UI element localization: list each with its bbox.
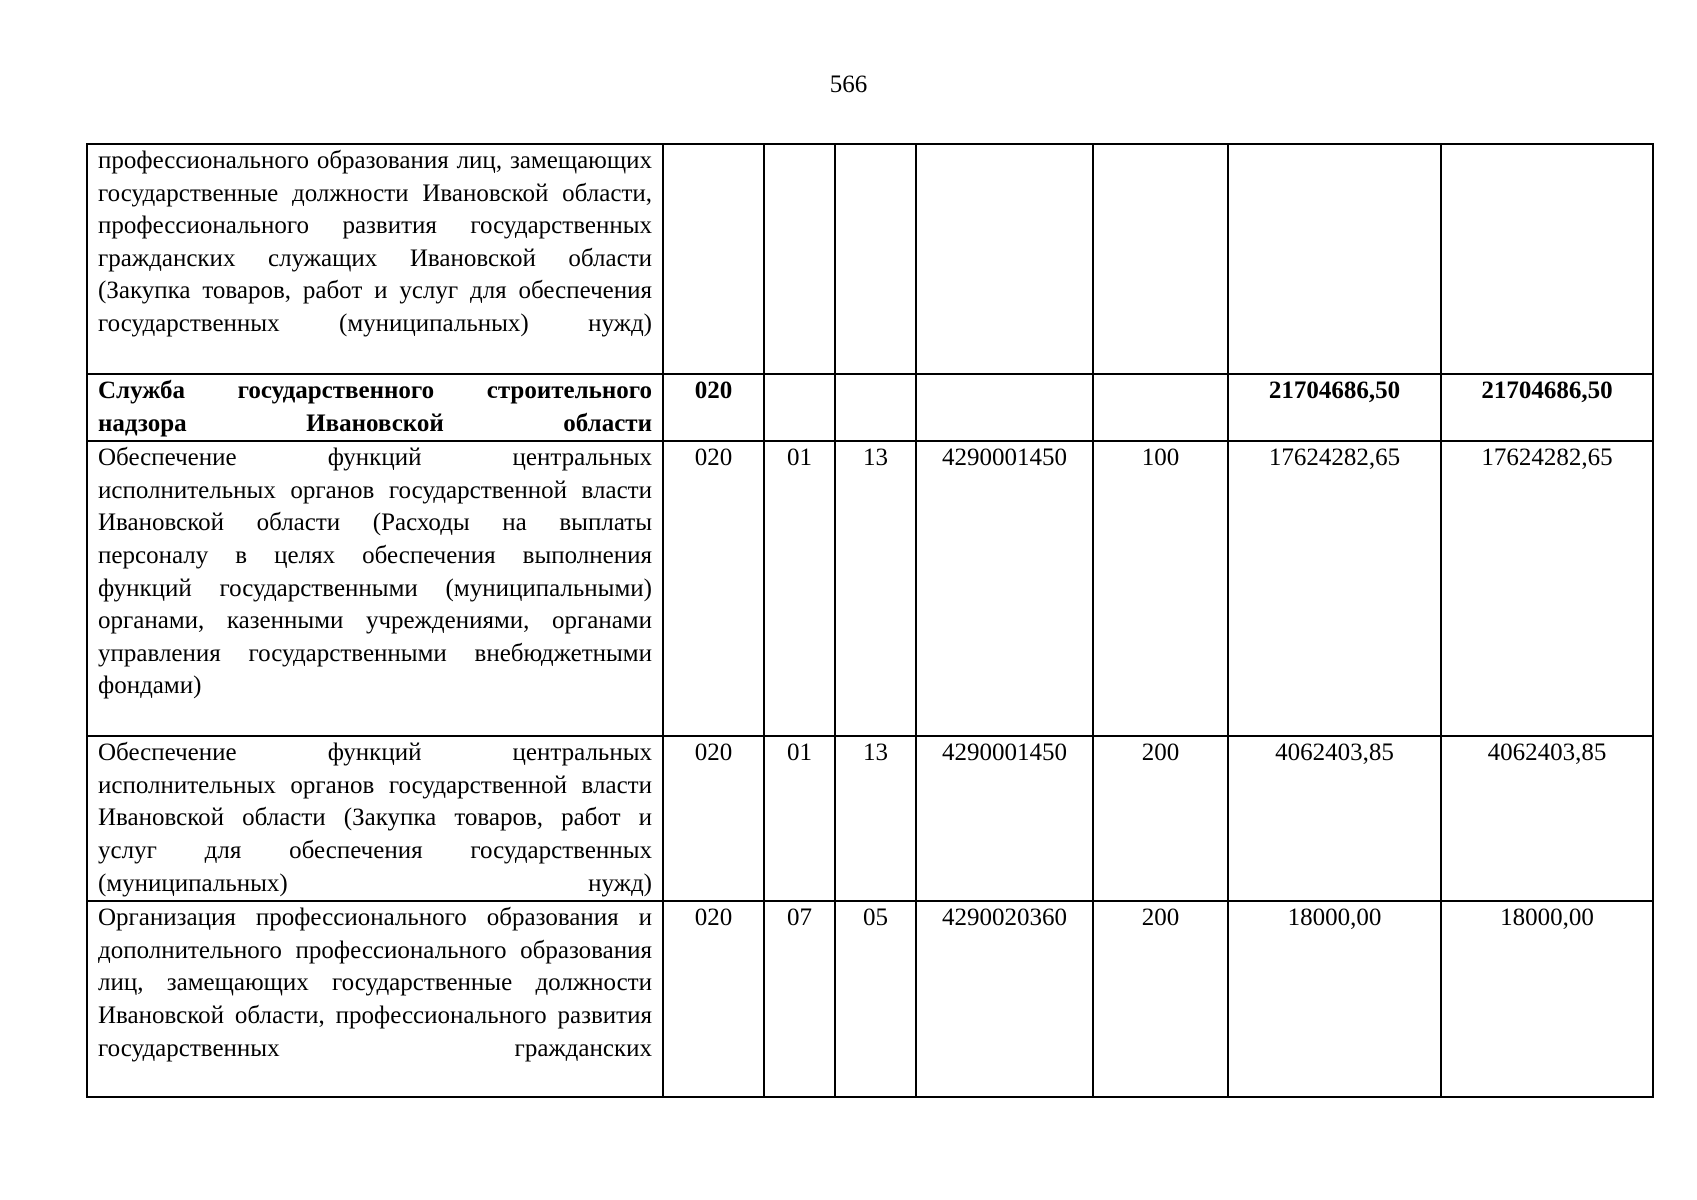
ministry-code: 020 bbox=[663, 374, 764, 441]
table-row bbox=[87, 441, 1653, 736]
table-row bbox=[87, 901, 1653, 1097]
ministry-code: 020 bbox=[663, 736, 764, 901]
table-row bbox=[87, 736, 1653, 901]
amount-year-2: 21704686,50 bbox=[1441, 374, 1653, 441]
target-article-code: 4290020360 bbox=[916, 901, 1093, 1097]
section-code bbox=[764, 374, 835, 441]
page-number: 566 bbox=[829, 71, 868, 98]
subsection-code: 05 bbox=[835, 901, 916, 1097]
row-description: Обеспечение функций центральных исполнительных органов государственной власти Ивановской области (Закупка товаров, работ и услуг для обеспечения государственных (муниципальных) нужд) bbox=[87, 736, 663, 901]
section-code: 01 bbox=[764, 441, 835, 736]
subsection-code bbox=[835, 144, 916, 374]
target-article-code bbox=[916, 374, 1093, 441]
expense-type-code bbox=[1093, 374, 1228, 441]
subsection-code: 13 bbox=[835, 441, 916, 736]
row-description: Обеспечение функций центральных исполнительных органов государственной власти Ивановской области (Расходы на выплаты персоналу в целях обеспечения выполнения функций государственными (муниципальными) органами, казенными учреждениями, органами управления государственными внебюджетными фондами) bbox=[87, 441, 663, 736]
amount-year-1: 4062403,85 bbox=[1228, 736, 1441, 901]
expense-type-code: 200 bbox=[1093, 736, 1228, 901]
amount-year-1: 21704686,50 bbox=[1228, 374, 1441, 441]
target-article-code bbox=[916, 144, 1093, 374]
amount-year-2: 4062403,85 bbox=[1441, 736, 1653, 901]
target-article-code: 4290001450 bbox=[916, 736, 1093, 901]
expense-type-code: 100 bbox=[1093, 441, 1228, 736]
section-code bbox=[764, 144, 835, 374]
amount-year-1 bbox=[1228, 144, 1441, 374]
expense-type-code: 200 bbox=[1093, 901, 1228, 1097]
target-article-code: 4290001450 bbox=[916, 441, 1093, 736]
amount-year-2: 17624282,65 bbox=[1441, 441, 1653, 736]
amount-year-1: 17624282,65 bbox=[1228, 441, 1441, 736]
row-description: Организация профессионального образования и дополнительного профессионального образования лиц, замещающих государственные должности Ивановской области, профессионального развития государственных гражданских bbox=[87, 901, 663, 1097]
amount-year-2: 18000,00 bbox=[1441, 901, 1653, 1097]
table-row bbox=[87, 144, 1653, 374]
ministry-code bbox=[663, 144, 764, 374]
subsection-code bbox=[835, 374, 916, 441]
table-row bbox=[87, 374, 1653, 441]
expense-type-code bbox=[1093, 144, 1228, 374]
section-code: 01 bbox=[764, 736, 835, 901]
ministry-code: 020 bbox=[663, 901, 764, 1097]
row-description: профессионального образования лиц, замещающих государственные должности Ивановской области, профессионального развития государственных гражданских служащих Ивановской области (Закупка товаров, работ и услуг для обеспечения государственных (муниципальных) нужд) bbox=[87, 144, 663, 374]
section-code: 07 bbox=[764, 901, 835, 1097]
row-description: Служба государственного строительного надзора Ивановской области bbox=[87, 374, 663, 441]
budget-table bbox=[86, 143, 1654, 1098]
ministry-code: 020 bbox=[663, 441, 764, 736]
amount-year-2 bbox=[1441, 144, 1653, 374]
subsection-code: 13 bbox=[835, 736, 916, 901]
amount-year-1: 18000,00 bbox=[1228, 901, 1441, 1097]
